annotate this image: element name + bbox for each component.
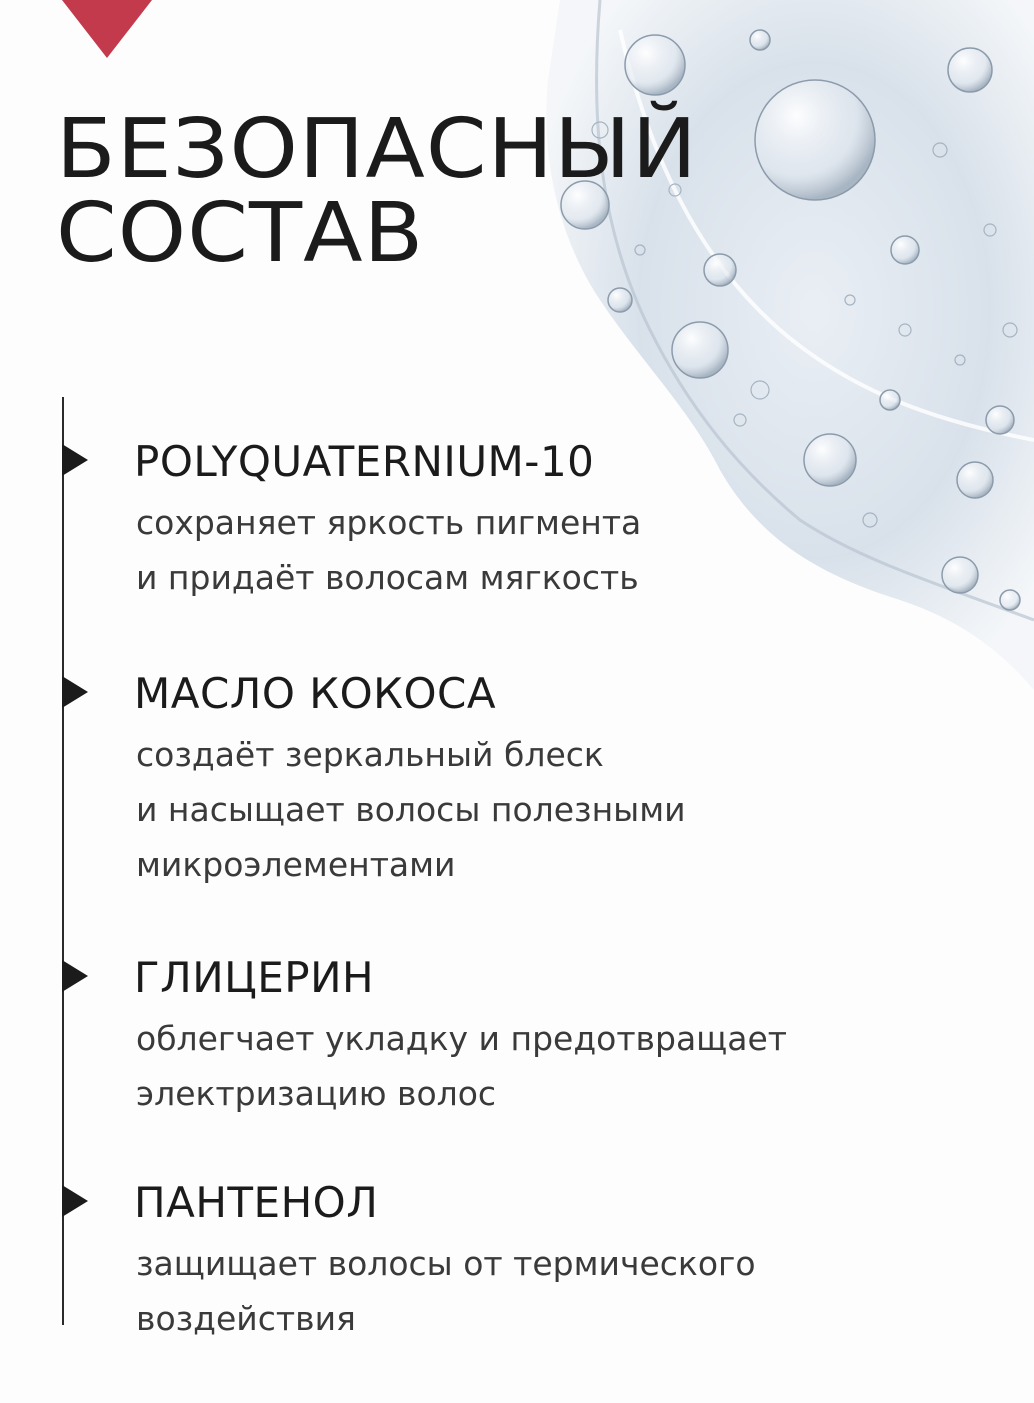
- description-line: микроэлементами: [136, 845, 456, 884]
- title-line: БЕЗОПАСНЫЙ: [56, 102, 698, 197]
- ingredient-title: ГЛИЦЕРИН: [134, 953, 375, 1002]
- ingredient-description: [136, 1236, 756, 1346]
- description-line: воздействия: [136, 1299, 356, 1338]
- description-line: электризацию волос: [136, 1074, 497, 1113]
- description-line: защищает волосы от термического: [136, 1244, 756, 1283]
- page-title: [56, 102, 698, 281]
- description-line: и насыщает волосы полезными: [136, 790, 686, 829]
- description-line: сохраняет яркость пигмента: [136, 503, 642, 542]
- description-line: и придаёт волосам мягкость: [136, 558, 639, 597]
- play-arrow-icon: [62, 960, 88, 992]
- red-triangle-icon: [62, 0, 152, 58]
- ingredient-description: [136, 495, 641, 605]
- play-arrow-icon: [62, 444, 88, 476]
- ingredient-title: POLYQUATERNIUM-10: [134, 437, 595, 486]
- description-line: облегчает укладку и предотвращает: [136, 1019, 787, 1058]
- title-line: СОСТАВ: [56, 186, 425, 281]
- play-arrow-icon: [62, 1185, 88, 1217]
- ingredient-title: МАСЛО КОКОСА: [134, 669, 497, 718]
- ingredient-description: [136, 727, 686, 892]
- ingredient-title: ПАНТЕНОЛ: [134, 1178, 379, 1227]
- play-arrow-icon: [62, 676, 88, 708]
- ingredient-description: [136, 1011, 787, 1121]
- description-line: создаёт зеркальный блеск: [136, 735, 604, 774]
